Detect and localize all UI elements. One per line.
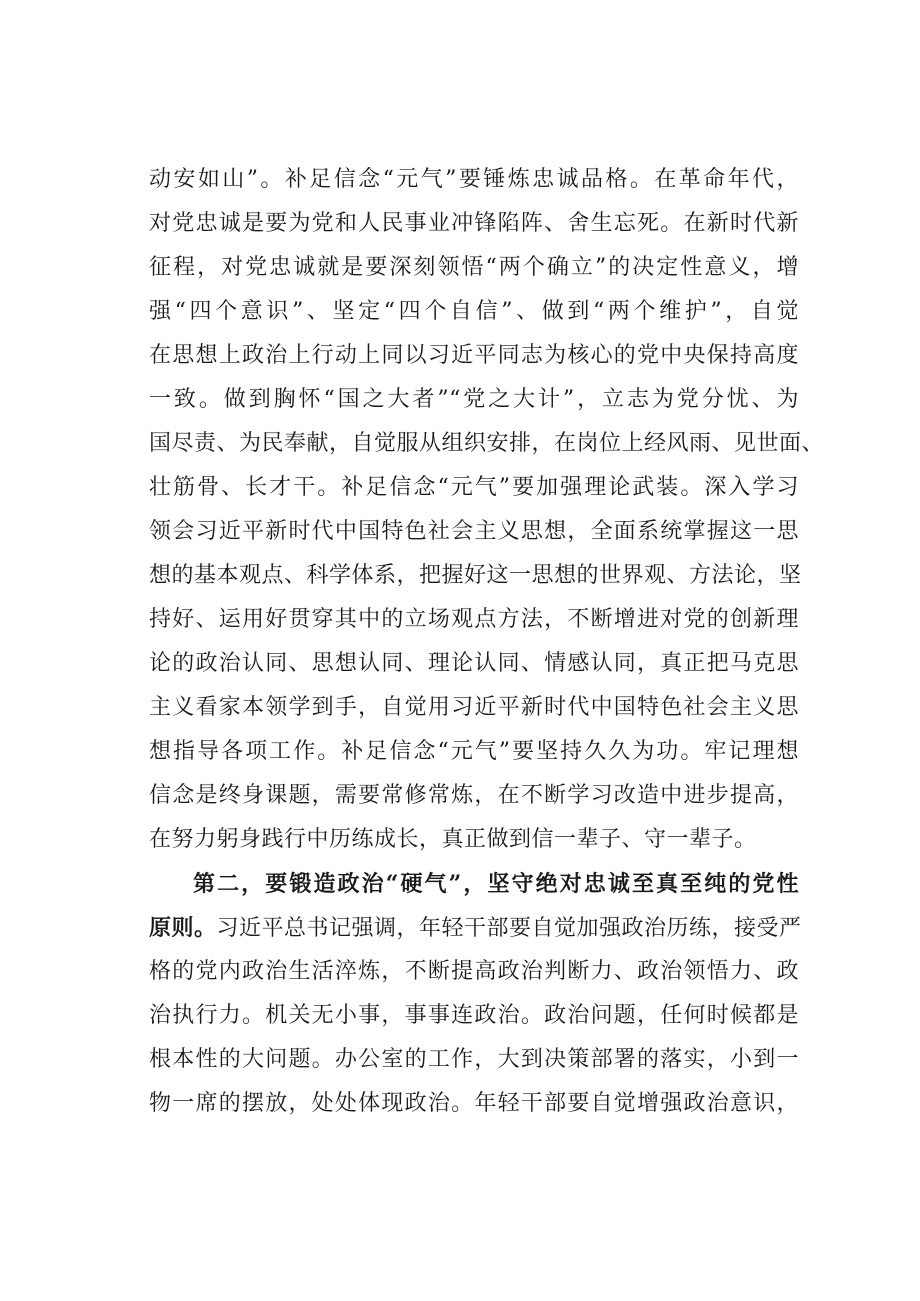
text-line: 国尽责、为民奉献，自觉服从组织安排，在岗位上经风雨、见世面、 xyxy=(149,431,825,456)
section-heading: 第二，要锻造政治“硬气”，坚守绝对忠诚至真至纯的党性 xyxy=(193,871,799,897)
text-line: 主义看家本领学到手，自觉用习近平新时代中国特色社会主义思 xyxy=(149,695,799,720)
text-line: 想的基本观点、科学体系，把握好这一思想的世界观、方法论，坚 xyxy=(149,563,802,588)
document-body xyxy=(149,158,825,1126)
text-line: 在努力躬身践行中历练成长，真正做到信一辈子、守一辈子。 xyxy=(149,827,757,852)
text-line xyxy=(149,906,802,950)
text-line: 壮筋骨、长才干。补足信念“元气”要加强理论武装。深入学习 xyxy=(149,475,799,500)
paragraph-1 xyxy=(149,158,825,862)
text-line: 领会习近平新时代中国特色社会主义思想，全面系统掌握这一思 xyxy=(149,519,799,544)
text-line: 论的政治认同、思想认同、理论认同、情感认同，真正把马克思 xyxy=(149,651,799,676)
text-line-rest: 习近平总书记强调，年轻干部要自觉加强政治历练，接受严 xyxy=(216,916,802,941)
text-line: 信念是终身课题，需要常修常炼，在不断学习改造中进步提高， xyxy=(149,783,799,808)
text-line: 动安如山”。补足信念“元气”要锤炼忠诚品格。在革命年代， xyxy=(149,167,799,192)
text-line: 治执行力。机关无小事，事事连政治。政治问题，任何时候都是 xyxy=(149,1003,799,1028)
text-line: 一致。做到胸怀“国之大者”“党之大计”，立志为党分忧、为 xyxy=(149,387,799,412)
text-line: 格的党内政治生活淬炼，不断提高政治判断力、政治领悟力、政 xyxy=(149,959,799,984)
text-line: 想指导各项工作。补足信念“元气”要坚持久久为功。牢记理想 xyxy=(149,739,799,764)
text-line: 强“四个意识”、坚定“四个自信”、做到“两个维护”，自觉 xyxy=(149,299,799,324)
text-line: 征程，对党忠诚就是要深刻领悟“两个确立”的决定性意义，增 xyxy=(149,255,799,280)
text-line: 根本性的大问题。办公室的工作，大到决策部署的落实，小到一 xyxy=(149,1047,799,1072)
text-line: 物一席的摆放，处处体现政治。年轻干部要自觉增强政治意识， xyxy=(149,1091,799,1116)
text-line: 在思想上政治上行动上同以习近平同志为核心的党中央保持高度 xyxy=(149,343,799,368)
paragraph-2 xyxy=(149,862,802,1126)
text-line: 对党忠诚是要为党和人民事业冲锋陷阵、舍生忘死。在新时代新 xyxy=(149,211,799,236)
section-heading-end: 原则。 xyxy=(149,915,217,941)
text-line: 持好、运用好贯穿其中的立场观点方法，不断增进对党的创新理 xyxy=(149,607,799,632)
